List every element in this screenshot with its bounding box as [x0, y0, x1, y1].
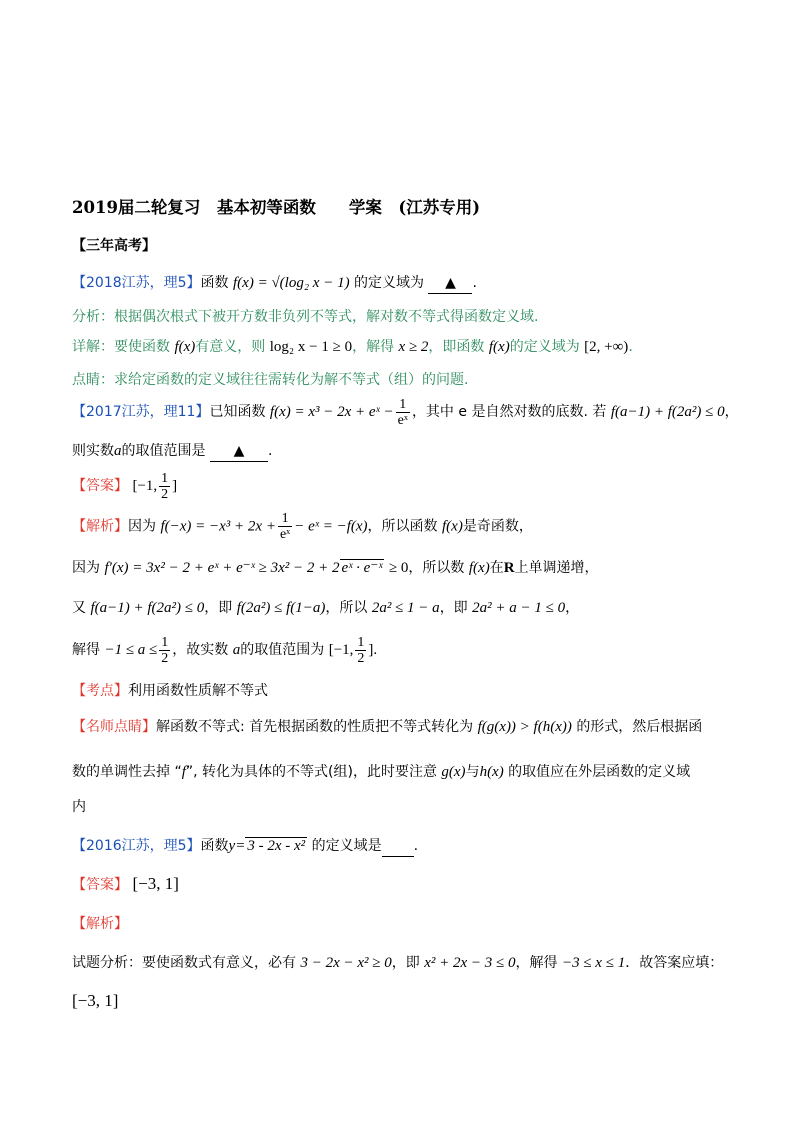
denominator: 2	[357, 650, 365, 666]
text: ，即	[204, 600, 233, 616]
comment-2018	[72, 370, 468, 390]
answer-label: 【答案】	[72, 877, 128, 893]
math: h(x)	[479, 764, 504, 780]
text: 的形式，然后根据函	[576, 719, 703, 735]
text: 的取值应在外层函数的定义域	[508, 764, 691, 780]
answer-blank: ▲	[210, 441, 268, 462]
text: 又	[72, 600, 86, 616]
kaodian-label: 【考点】	[72, 683, 128, 699]
question-2017	[72, 396, 739, 428]
math: −3 ≤ x ≤ 1	[561, 955, 626, 971]
math: y=	[228, 838, 246, 854]
text: ，即	[391, 955, 420, 971]
answer-2016	[72, 874, 179, 895]
math: g(x)	[441, 764, 466, 780]
source-tag-2017: 【2017江苏，理11】	[72, 404, 210, 420]
analysis-2017-step4	[72, 634, 377, 666]
analysis-2018	[72, 307, 538, 327]
text: 与	[465, 764, 480, 780]
analysis-2016-label	[72, 914, 128, 934]
text: 解函数不等式: 首先根据函数的性质把不等式转化为	[156, 719, 474, 735]
text: 解得	[72, 642, 100, 658]
text: 的取值范围是	[121, 443, 206, 459]
text: 试题分析：要使函数式有意义，必有	[72, 955, 296, 971]
math: f′(x) = 3x² − 2 + eˣ + e⁻ˣ ≥ 3x² − 2 + 2	[104, 560, 340, 576]
text: 已知函数	[209, 404, 266, 420]
math: [2, +∞)	[584, 339, 629, 355]
label: 点睛：	[72, 372, 114, 388]
math: 2a² ≤ 1 − a	[371, 600, 440, 616]
analysis-2017-step2	[72, 558, 599, 578]
math: a	[232, 642, 241, 658]
source-tag-2016: 【2016江苏，理5】	[72, 838, 201, 854]
math: 2a² + a − 1 ≤ 0	[472, 600, 566, 616]
analysis-2017-step3	[72, 598, 579, 618]
text: 的定义域是	[311, 838, 382, 854]
answer-blank: ▲	[428, 273, 472, 294]
text: 是奇函数，	[462, 518, 533, 535]
math: f(2a²) ≤ f(1−a)	[236, 600, 326, 616]
math: 3 − 2x − x² ≥ 0	[300, 955, 392, 971]
mingshi-label: 【名师点睛】	[72, 719, 156, 735]
text: 有意义，则	[195, 339, 266, 355]
numerator: 1	[278, 511, 292, 527]
denominator: 2	[161, 486, 169, 502]
text: ，故实数	[172, 642, 229, 658]
math: log₂ x − 1 ≥ 0	[269, 339, 353, 355]
math: [−1,	[328, 642, 354, 658]
label: 分析：	[72, 309, 114, 325]
text: 求给定函数的定义域往往需转化为解不等式（组）的问题.	[114, 372, 469, 388]
math: f(a−1) + f(2a²) ≤ 0	[90, 600, 205, 616]
fraction	[396, 397, 410, 428]
math: ]	[172, 478, 178, 494]
numerator: 1	[161, 634, 169, 650]
text: 的取值范围为	[240, 642, 325, 658]
mingshi-line2	[72, 762, 690, 782]
answer-label: 【答案】	[72, 478, 128, 494]
numerator: 1	[357, 634, 365, 650]
text: 的定义域为	[354, 275, 425, 291]
math: f(x)	[488, 339, 510, 355]
question-2017-line2	[72, 441, 272, 462]
text: 因为	[72, 560, 100, 576]
detail-2018	[72, 337, 633, 357]
fraction	[159, 635, 170, 666]
math: [−3, 1]	[72, 991, 119, 1010]
math: f(g(x)) > f(h(x))	[477, 719, 572, 735]
math: ≥ 0	[388, 560, 409, 576]
math: R	[503, 560, 515, 576]
math: − eˣ = −f(x)	[294, 518, 368, 535]
section-heading: 【三年高考】	[72, 238, 156, 254]
denominator: eˣ	[397, 412, 408, 428]
math: −1 ≤ a ≤	[104, 642, 158, 658]
answer-2017	[72, 470, 177, 502]
text: 要使函数	[114, 339, 170, 355]
text: ，即	[439, 600, 468, 616]
text: 在	[489, 560, 504, 576]
text: ，所以	[325, 600, 368, 616]
text: 的定义域为	[509, 339, 580, 355]
text: .	[267, 443, 273, 459]
mingshi-line1	[72, 717, 702, 737]
math: f	[181, 764, 186, 780]
math-sqrt: eˣ · e⁻ˣ	[341, 560, 383, 576]
text: 利用函数性质解不等式	[128, 683, 268, 699]
fraction	[278, 511, 292, 542]
text: ，解得	[352, 339, 395, 355]
math: x ≥ 2	[398, 339, 429, 355]
text: .	[628, 339, 633, 355]
text: 则实数	[72, 443, 114, 459]
text: ，解得	[515, 955, 558, 971]
analysis-2016-line2	[72, 991, 118, 1012]
text: ，即函数	[428, 339, 485, 355]
question-2016	[72, 836, 418, 857]
kaodian-2017	[72, 681, 268, 701]
text: 函数	[200, 838, 229, 854]
text: ，所以数	[408, 560, 465, 576]
text: ，其中 e 是自然对数的底数. 若	[411, 404, 607, 420]
question-2018	[72, 273, 477, 294]
analysis-label: 【解析】	[72, 518, 128, 535]
text: .	[472, 275, 477, 291]
math: f(−x) = −x³ + 2x +	[160, 518, 276, 535]
analysis-2016-line1	[72, 953, 723, 973]
analysis-label: 【解析】	[72, 916, 128, 932]
analysis-2017-step1	[72, 511, 533, 542]
math: ].	[368, 642, 378, 658]
denominator: 2	[161, 650, 169, 666]
math: f(x)	[468, 560, 490, 576]
math: f(a−1) + f(2a²) ≤ 0	[610, 404, 725, 420]
math: [−3, 1]	[132, 874, 179, 893]
text: ，所以函数	[367, 518, 438, 535]
math-expression: f(x) = √(log₂ x − 1)	[233, 275, 350, 291]
document-title: 2019届二轮复习 基本初等函数 学案 (江苏专用)	[72, 198, 481, 217]
label: 详解：	[72, 339, 114, 355]
math: a	[114, 443, 122, 459]
denominator: eˣ	[279, 527, 291, 542]
math: f(x) = x³ − 2x + eˣ −	[269, 404, 394, 420]
fraction	[355, 635, 366, 666]
text: 上单调递增，	[514, 560, 599, 576]
numerator: 1	[396, 397, 410, 413]
math-sqrt: 3 - 2x - x²	[247, 838, 306, 854]
math: f(x)	[174, 339, 196, 355]
text: ，	[565, 600, 580, 616]
text: ．故答案应填：	[625, 955, 724, 971]
fraction	[159, 471, 170, 502]
text: ，	[724, 404, 739, 420]
source-tag-2018: 【2018江苏，理5】	[72, 275, 201, 291]
text: .	[413, 838, 419, 854]
text: ”, 转化为具体的不等式(组)，此时要注意	[185, 764, 437, 780]
answer-blank	[382, 836, 414, 857]
text: 函数	[200, 275, 229, 291]
text: 根据偶次根式下被开方数非负列不等式，解对数不等式得函数定义域.	[114, 309, 539, 325]
math: f(x)	[442, 518, 463, 535]
mingshi-line3: 内	[72, 799, 86, 815]
text: 数的单调性去掉 “	[72, 764, 182, 780]
numerator: 1	[161, 470, 169, 486]
math: x² + 2x − 3 ≤ 0	[424, 955, 516, 971]
math: [−1,	[132, 478, 158, 494]
text: 因为	[128, 518, 156, 535]
